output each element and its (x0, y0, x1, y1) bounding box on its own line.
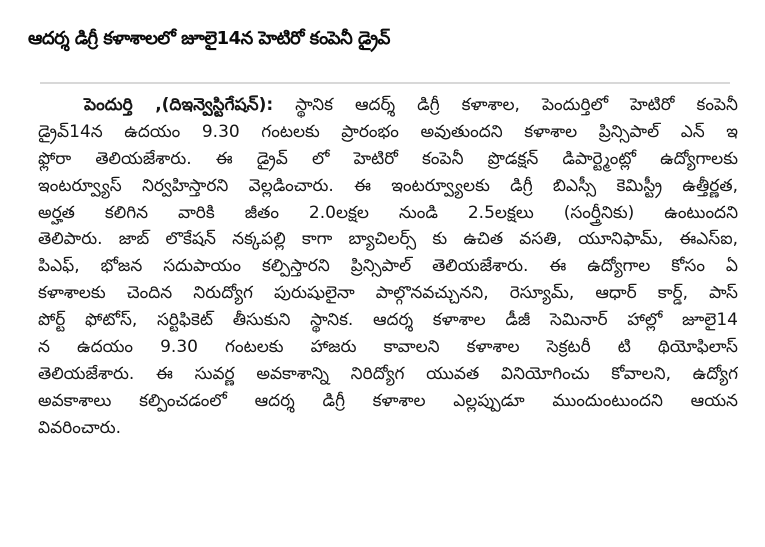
article-line: ఇంటర్వ్యూస్ నిర్వహిస్తారని వెల్లడించారు. ఈ ఇంటర్వ్యూలకు డిగ్రీ బిఎస్సీ కెమిస్ట్రీ ఉత్తీర్ణత, (38, 175, 738, 196)
headline: ఆదర్శ డిగ్రీ కళాశాలలో జూలై14న హెటిరో కంపెనీ డ్రైవ్ (28, 28, 390, 49)
article-line: అవకాశాలు కల్పించడంలో ఆదర్శ డిగ్రీ కళాశాల ఎల్లప్పుడూ ముందుంటుందని ఆయన (38, 390, 738, 411)
article-line: కళాశాలకు చెందిన నిరుద్యోగ పురుషులైనా పాల్గొనవచ్చునని, రెస్యూమ్, ఆధార్ కార్డ్, పాస్ (38, 283, 738, 304)
article-line: డ్రైవ్14న ఉదయం 9.30 గంటలకు ప్రారంభం అవుతుందని కళాశాల ప్రిన్సిపాల్ ఎన్ ఇ (38, 121, 738, 142)
article-body (38, 92, 738, 542)
article-line: తెలియజేశారు. ఈ సువర్ణ అవకాశాన్ని నిరిద్యోగ యువత వినియోగించు కోవాలని, ఉద్యోగ (38, 363, 738, 384)
article-line (38, 92, 738, 119)
article-line: అర్హత కలిగిన వారికి జీతం 2.0లక్షల నుండి 2.5లక్షలు (సంర్త్రీనికు) ఉంటుందని (38, 202, 738, 223)
article-line: ఫ్లోరా తెలియజేశారు. ఈ డ్రైవ్ లో హెటిరో కంపెనీ ప్రొడక్షన్ డిపార్ట్మెంట్లో ఉద్యోగాలకు (38, 148, 738, 169)
headline-divider (40, 82, 730, 84)
dateline: పెందుర్తి ,(దిఇన్వెస్టిగేషన్): (84, 95, 274, 115)
article-line-text: స్థానిక ఆదర్శ్ డిగ్రీ కళాశాల, పెందుర్తిలో హెటిరో కంపెనీ (273, 95, 738, 115)
article-line: పిఎఫ్, భోజన సదుపాయం కల్పిస్తారని ప్రిన్సిపాల్ తెలియజేశారు. ఈ ఉద్యోగాల కోసం ఏ (38, 256, 738, 277)
article-line: న ఉదయం 9.30 గంటలకు హాజరు కావాలని కళాశాల సెక్రటరీ టి థియోఫిలాస్ (38, 337, 738, 358)
article-line: తెలిపారు. జాబ్ లొకేషన్ నక్కపల్లి కాగా బ్యాచిలర్స్ కు ఉచిత వసతి, యూనిఫామ్, ఈఎస్ఐ, (38, 229, 738, 250)
article-line: వివరించారు. (38, 417, 121, 438)
article-line: పోర్ట్ ఫోటోస్, సర్టిఫికెట్ తీసుకుని స్థానిక. ఆదర్శ కళాశాల డీజీ సెమినార్ హాల్లో జూలై14 (38, 310, 738, 331)
